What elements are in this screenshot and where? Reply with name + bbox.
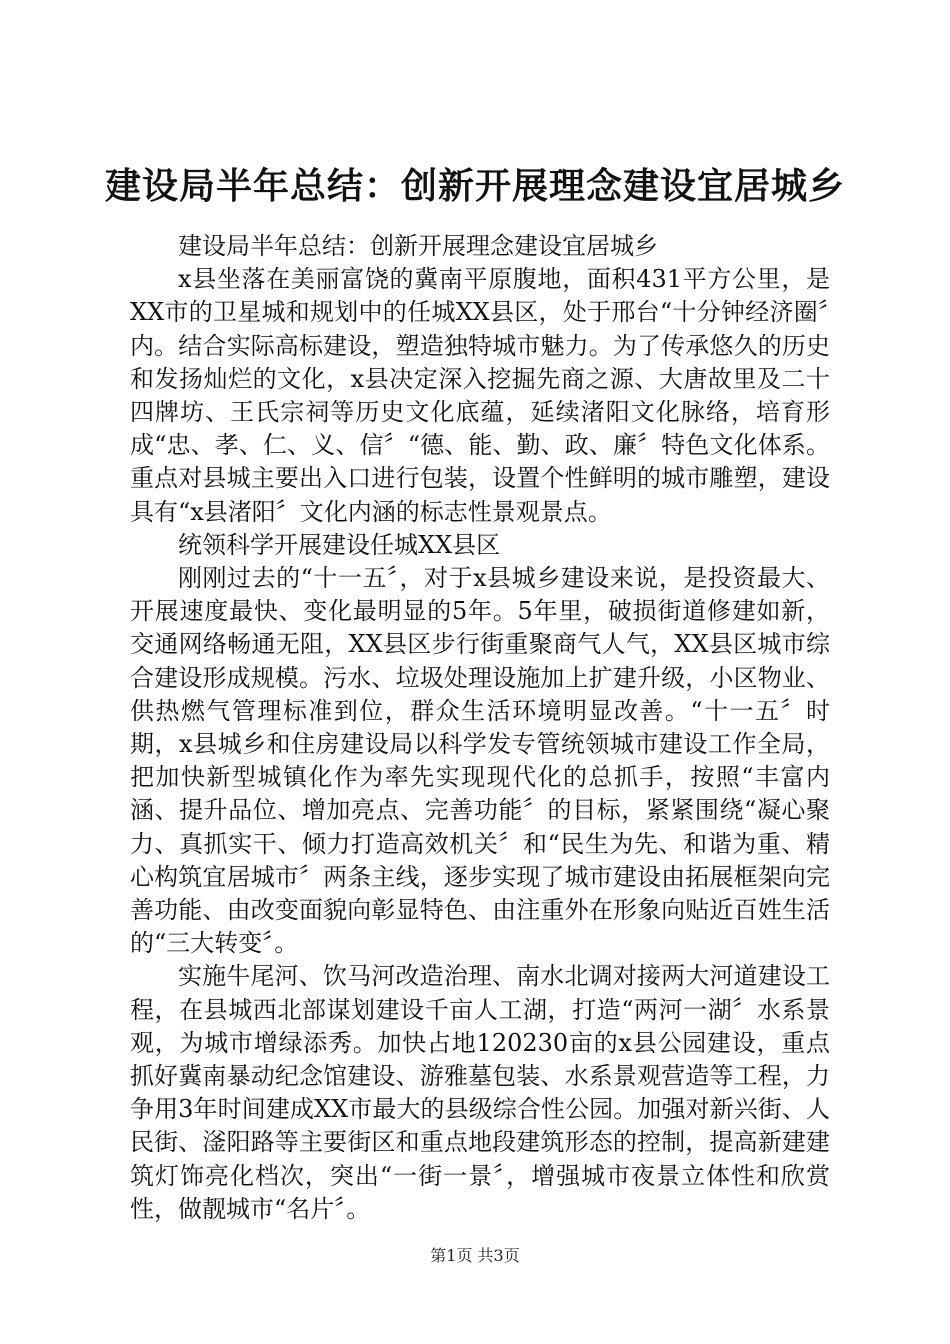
page-number-footer: 第1页 共3页 — [430, 1246, 520, 1265]
paragraph-eleventh-five-year: 刚刚过去的“十一五〞，对于x县城乡建设来说，是投资最大、开展速度最快、变化最明显的5年。5年里，破损街道修建如新，交通网络畅通无阻，XX县区步行街重聚商气人气，XX县区城市综合建设形成规模。污水、垃圾处理设施加上扩建升级，小区物业、供热燃气管理标准到位，群众生活环境明显改善。“十一五〞时期，x县城乡和住房建设局以科学发专管统领城市建设工作全局，把加快新型城镇化作为率先实现现代化的总抓手，按照“丰富内涵、提升品位、增加亮点、完善功能〞的目标，紧紧围绕“凝心聚力、真抓实干、倾力打造高效机关〞和“民生为先、和谐为重、精心构筑宜居城市〞两条主线，逐步实现了城市建设由拓展框架向完善功能、由改变面貌向彰显特色、由注重外在形象向贴近百姓生活的“三大转变〞。 — [130, 564, 830, 958]
paragraph-subtitle: 建设局半年总结：创新开展理念建设宜居城乡 — [178, 232, 658, 260]
paragraph-section-heading: 统领科学开展建设任城XX县区 — [178, 530, 501, 559]
paragraph-river-projects: 实施牛尾河、饮马河改造治理、南水北调对接两大河道建设工程，在县城西北部谋划建设千亩人工湖，打造“两河一湖〞水系景观，为城市增绿添秀。加快占地120230亩的x县公园建设，重点抓好冀南暴动纪念馆建设、游雅墓包装、水系景观营造等工程，力争用3年时间建成XX市最大的县级综合性公园。加强对新兴街、人民街、滏阳路等主要街区和重点地段建筑形态的控制，提高新建建筑灯饰亮化档次，突出“一街一景〞，增强城市夜景立体性和欣赏性，做靓城市“名片〞。 — [130, 962, 830, 1223]
document-body — [130, 230, 830, 1226]
page-title: 建设局半年总结：创新开展理念建设宜居城乡 — [104, 165, 845, 207]
paragraph-county-intro: x县坐落在美丽富饶的冀南平原腹地，面积431平方公里，是XX市的卫星城和规划中的任城XX县区，处于邢台“十分钟经济圈〞内。结合实际高标建设，塑造独特城市魅力。为了传承悠久的历史和发扬灿烂的文化，x县决定深入挖掘先商之源、大唐故里及二十四牌坊、王氏宗祠等历史文化底蕴，延续渚阳文化脉络，培育形成“忠、孝、仁、义、信〞“德、能、勤、政、廉〞特色文化体系。重点对县城主要出入口进行包装，设置个性鲜明的城市雕塑，建设具有“x县渚阳〞文化内涵的标志性景观景点。 — [130, 265, 830, 526]
